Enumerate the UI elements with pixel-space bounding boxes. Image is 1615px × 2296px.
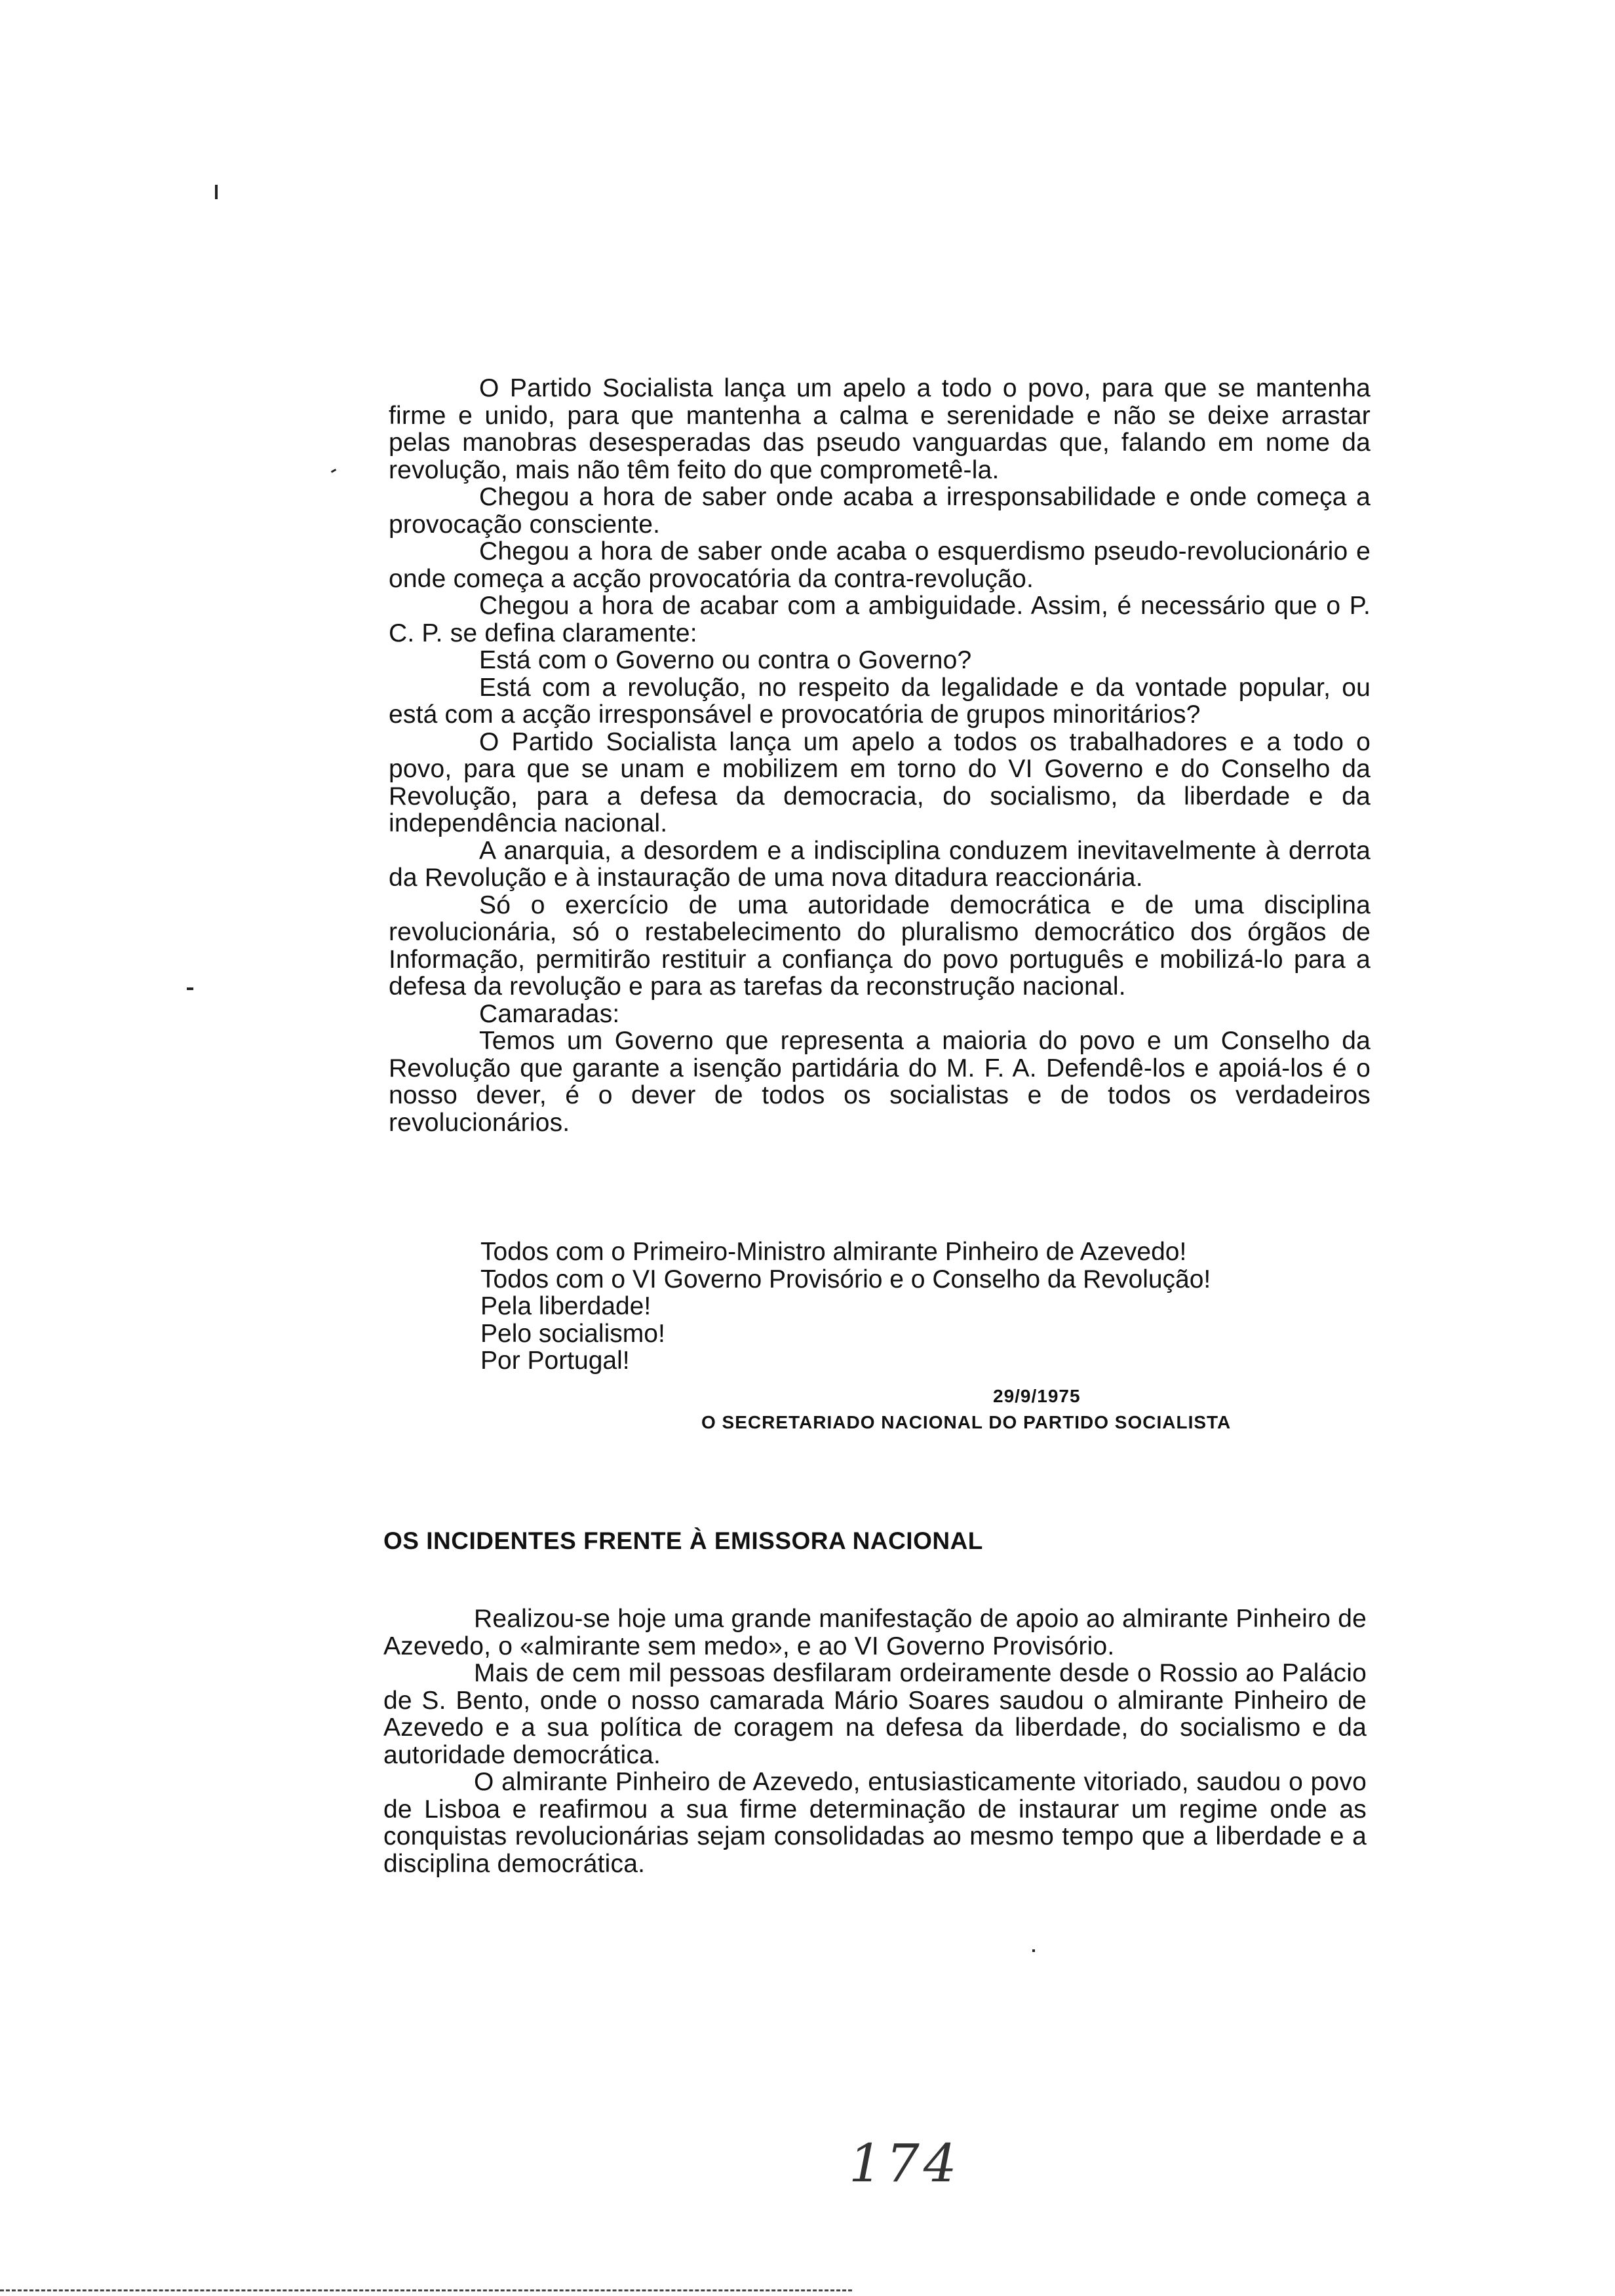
statement-paragraph: Só o exercício de uma autoridade democrática e de uma disciplina revolucionária, só o restabelecimento do pluralismo democrático dos órgãos de Informação, permitirão restituir a confiança do povo português e mobilizá-lo para a defesa da revolução e para as tarefas da reconstrução nacional. [389,890,1371,1001]
statement-paragraph: Chegou a hora de acabar com a ambiguidade. Assim, é necessário que o P. C. P. se defina claramente: [389,592,1371,647]
statement-signature: O SECRETARIADO NACIONAL DO PARTIDO SOCIALISTA [701,1412,1232,1432]
scan-mark-left-2 [187,987,193,990]
statement-body [389,375,1371,1136]
handwritten-page-number: 174 [849,2133,961,2194]
scan-mark-top-left [215,185,218,199]
slogan-line: Pelo socialismo! [480,1319,665,1348]
scan-edge-line [0,2289,852,2291]
article-paragraph: O almirante Pinheiro de Azevedo, entusiasticamente vitoriado, saudou o povo de Lisboa e reafirmou a sua firme determinação de instaurar um regime onde as conquistas revolucionárias sejam consolidadas ao mesmo tempo que a liberdade e a disciplina democrática. [383,1768,1367,1878]
statement-paragraph: O Partido Socialista lança um apelo a todo o povo, para que se mantenha firme e unido, para que mantenha a calma e serenidade e não se deixe arrastar pelas manobras desesperadas das pseudo vanguardas que, falando em nome da revolução, mais não têm feito do que comprometê-la. [389,374,1371,484]
scan-mark-right [1032,1949,1035,1952]
slogan-line: Todos com o VI Governo Provisório e o Conselho da Revolução! [480,1265,1211,1293]
statement-paragraph: Chegou a hora de saber onde acaba a irresponsabilidade e onde começa a provocação consciente. [389,483,1371,539]
statement-date: 29/9/1975 [993,1386,1081,1406]
statement-paragraph: Está com o Governo ou contra o Governo? [479,646,972,674]
slogan-line: Pela liberdade! [480,1292,652,1320]
statement-paragraph: Camaradas: [479,999,620,1028]
statement-slogans [480,1238,1211,1375]
article-body [383,1605,1367,1877]
statement-paragraph: Chegou a hora de saber onde acaba o esquerdismo pseudo-revolucionário e onde começa a acção provocatória da contra-revolução. [389,537,1371,593]
statement-paragraph: Está com a revolução, no respeito da legalidade e da vontade popular, ou está com a acção irresponsável e provocatória de grupos minoritários? [389,673,1371,729]
article-paragraph: Realizou-se hoje uma grande manifestação de apoio ao almirante Pinheiro de Azevedo, o «almirante sem medo», e ao VI Governo Provisório. [383,1605,1367,1660]
scan-mark-left [331,469,336,473]
article-paragraph: Mais de cem mil pessoas desfilaram ordeiramente desde o Rossio ao Palácio de S. Bento, onde o nosso camarada Mário Soares saudou o almirante Pinheiro de Azevedo e a sua política de coragem na defesa da liberdade, do socialismo e da autoridade democrática. [383,1659,1367,1769]
statement-paragraph: Temos um Governo que representa a maioria do povo e um Conselho da Revolução que garante a isenção partidária do M. F. A. Defendê-los e apoiá-los é o nosso dever, é o dever de todos os socialistas e de todos os verdadeiros revolucionários. [389,1027,1371,1137]
statement-paragraph: A anarquia, a desordem e a indisciplina conduzem inevitavelmente à derrota da Revolução e à instauração de uma nova ditadura reaccionária. [389,836,1371,892]
slogan-line: Por Portugal! [480,1347,630,1375]
statement-paragraph: O Partido Socialista lança um apelo a todos os trabalhadores e a todo o povo, para que se unam e mobilizem em torno do VI Governo e do Conselho da Revolução, para a defesa da democracia, do socialismo, da liberdade e da independência nacional. [389,727,1371,837]
slogan-line: Todos com o Primeiro-Ministro almirante Pinheiro de Azevedo! [480,1238,1187,1266]
article-heading: OS INCIDENTES FRENTE À EMISSORA NACIONAL [383,1527,983,1554]
